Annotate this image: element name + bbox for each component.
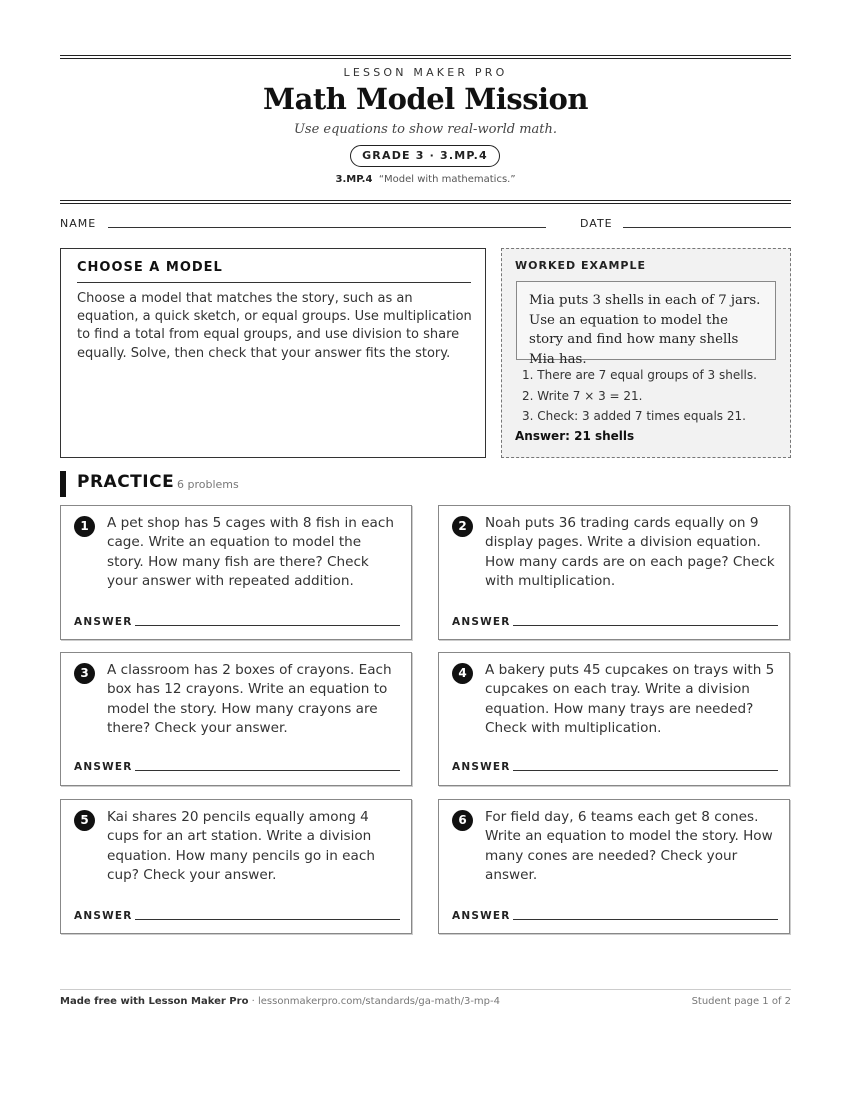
answer-label: ANSWER (452, 616, 511, 628)
worked-example-step: 2. Write 7 × 3 = 21. (522, 388, 643, 403)
worked-example-box (501, 248, 791, 458)
brand-name: LESSON MAKER PRO (343, 66, 508, 79)
problem-text: A bakery puts 45 cupcakes on trays with 5 cupcakes on each tray. Write a division equation. How many trays are needed? Check with multiplication. (485, 662, 775, 736)
top-rule-inner (60, 58, 791, 59)
answer-label: ANSWER (74, 761, 133, 773)
standard-code: 3.MP.4 (335, 174, 373, 185)
answer-field[interactable] (513, 770, 778, 771)
problem-number-badge: 2 (452, 516, 473, 537)
choose-model-box (60, 248, 486, 458)
problem-number-badge: 5 (74, 810, 95, 831)
standard-line (60, 174, 791, 185)
choose-model-title: CHOOSE A MODEL (77, 260, 223, 275)
worked-example-answer: Answer: 21 shells (515, 429, 635, 443)
answer-field[interactable] (135, 625, 400, 626)
worked-example-steps (522, 366, 787, 428)
name-label: NAME (60, 217, 97, 230)
answer-label: ANSWER (452, 761, 511, 773)
problem-text: For field day, 6 teams each get 8 cones. Write an equation to model the story. How many cones are needed? Check your answer. (485, 809, 773, 883)
practice-title: PRACTICE (77, 472, 175, 492)
choose-model-text: Choose a model that matches the story, such as an equation, a quick sketch, or equal groups. Use multiplication to find a total from equal groups, and use division to share equally. Solve, then check that your answer fits the story. (77, 291, 472, 361)
header-rule-upper (60, 200, 791, 201)
footer-made-with: Made free with Lesson Maker Pro (60, 996, 249, 1007)
answer-field[interactable] (513, 919, 778, 920)
worked-example-story: Mia puts 3 shells in each of 7 jars. Use an equation to model the story and find how many shells Mia has. (516, 281, 776, 360)
problem-text: Noah puts 36 trading cards equally on 9 display pages. Write a division equation. How many cards are on each page? Check with multiplication. (485, 515, 775, 589)
problem-text: Kai shares 20 pencils equally among 4 cups for an art station. Write a division equation. How many pencils go in each cup? Check your answer. (107, 809, 375, 883)
footer-url[interactable]: · lessonmakerpro.com/standards/ga-math/3-mp-4 (248, 996, 500, 1007)
answer-field[interactable] (135, 919, 400, 920)
problem-number-badge: 3 (74, 663, 95, 684)
page-title: Math Model Mission (263, 82, 588, 116)
problem-card-2 (438, 505, 790, 640)
problem-number-badge: 6 (452, 810, 473, 831)
answer-field[interactable] (513, 625, 778, 626)
answer-label: ANSWER (74, 616, 133, 628)
answer-field[interactable] (135, 770, 400, 771)
worked-example-title: WORKED EXAMPLE (515, 259, 646, 272)
practice-accent-bar (60, 471, 66, 497)
date-field[interactable] (623, 227, 791, 228)
footer-divider (60, 989, 791, 990)
answer-label: ANSWER (452, 910, 511, 922)
practice-count: 6 problems (177, 478, 239, 491)
worked-example-step: 3. Check: 3 added 7 times equals 21. (522, 409, 746, 423)
problem-text: A classroom has 2 boxes of crayons. Each box has 12 crayons. Write an equation to model the story. How many crayons are there? Check your answer. (107, 662, 392, 736)
grade-badge: GRADE 3 · 3.MP.4 (350, 145, 500, 167)
problem-text: A pet shop has 5 cages with 8 fish in each cage. Write an equation to model the story. How many fish are there? Check your answer with repeated addition. (107, 515, 394, 589)
footer-page-number: Student page 1 of 2 (691, 996, 791, 1007)
problem-card-6 (438, 799, 790, 934)
problem-card-4 (438, 652, 790, 786)
problem-card-1 (60, 505, 412, 640)
problem-card-3 (60, 652, 412, 786)
problem-number-badge: 4 (452, 663, 473, 684)
worked-example-step: 1. There are 7 equal groups of 3 shells. (522, 368, 757, 382)
top-rule-outer (60, 55, 791, 56)
page-subtitle: Use equations to show real-world math. (293, 122, 558, 137)
problem-number-badge: 1 (74, 516, 95, 537)
date-label: DATE (580, 217, 613, 230)
choose-model-divider (77, 282, 471, 283)
answer-label: ANSWER (74, 910, 133, 922)
footer-credit (60, 996, 500, 1007)
name-field[interactable] (108, 227, 546, 228)
header-rule-lower (60, 203, 791, 204)
problem-card-5 (60, 799, 412, 934)
standard-quote: “Model with mathematics.” (378, 174, 516, 185)
